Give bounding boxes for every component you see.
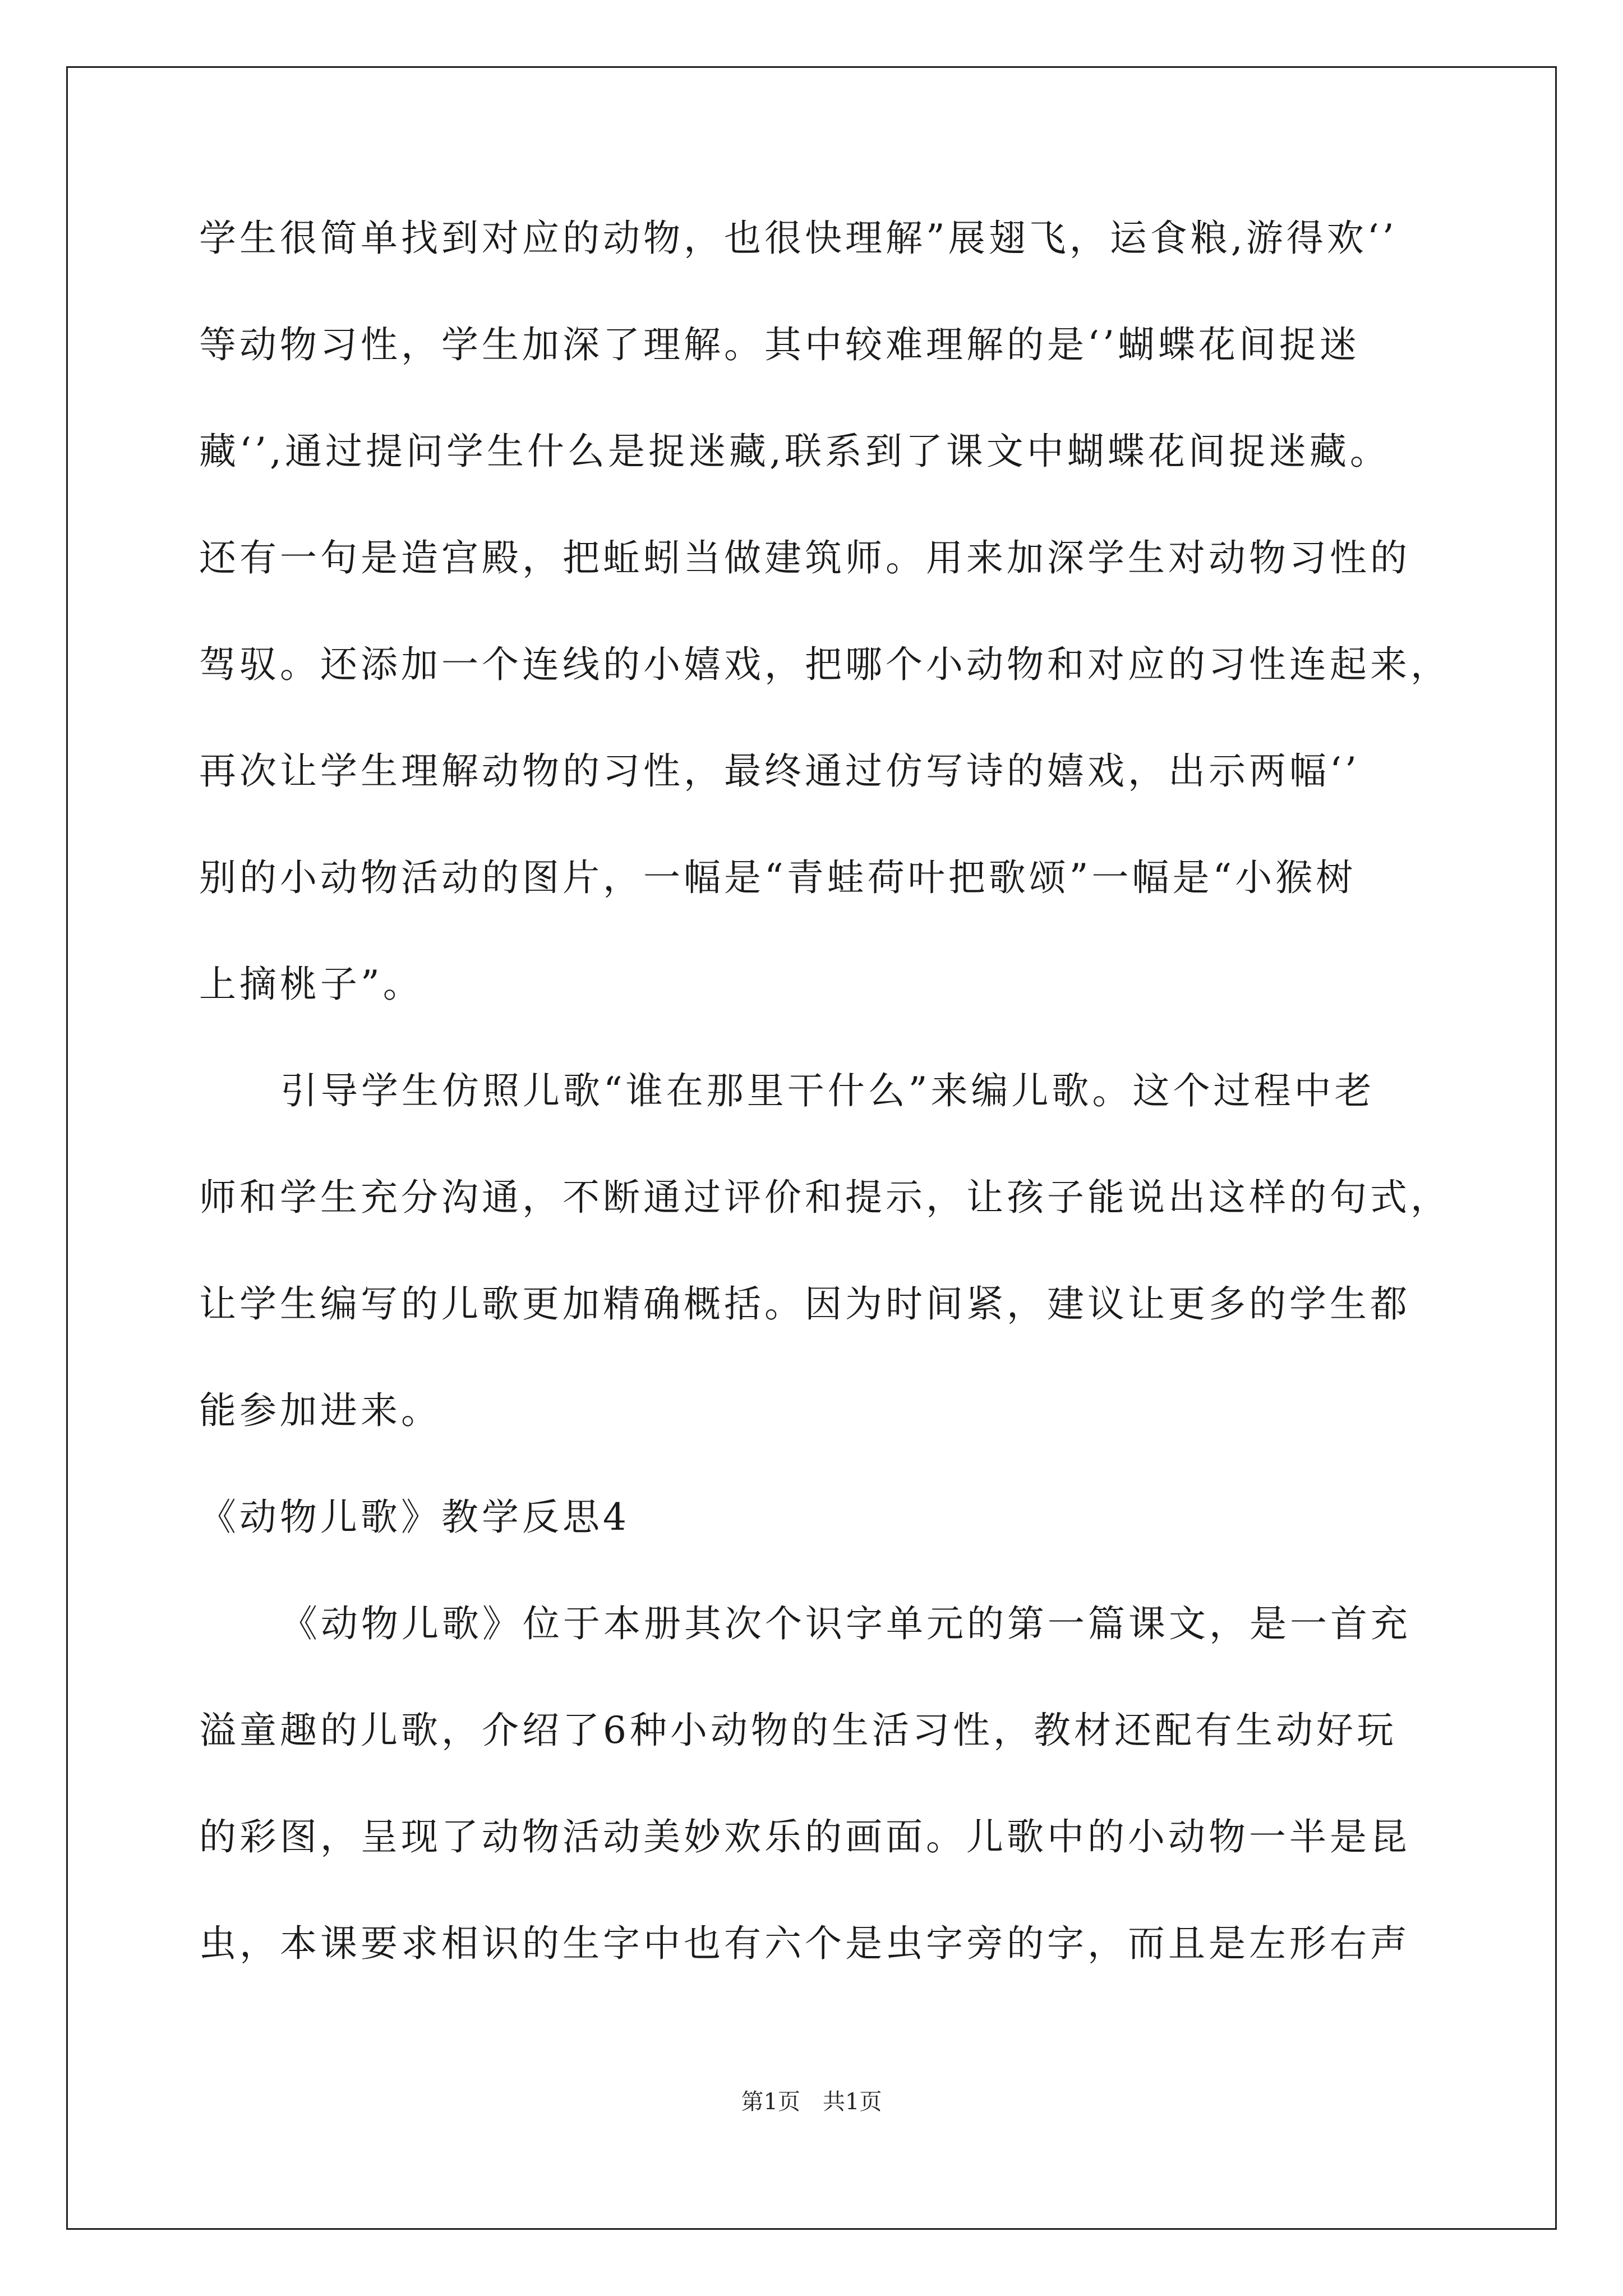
text-line: 别的小动物活动的图片，一幅是“青蛙荷叶把歌颂”一幅是“小猴树 [199,856,1357,899]
text-line: 再次让学生理解动物的习性，最终通过仿写诗的嬉戏，出示两幅‘’ [199,749,1360,793]
text-line: 让学生编写的儿歌更加精确概括。因为时间紧，建议让更多的学生都 [199,1282,1410,1326]
text-line: 等动物习性，学生加深了理解。其中较难理解的是‘’蝴蝶花间捉迷 [199,323,1360,366]
document-body [199,213,1451,2025]
text-line: 的彩图，呈现了动物活动美妙欢乐的画面。儿歌中的小动物一半是昆 [199,1815,1410,1858]
section-heading: 《动物儿歌》教学反思4 [199,1496,630,1539]
text-line: 上摘桃子”。 [199,963,423,1006]
text-line: 学生很简单找到对应的动物，也很快理解”展翅飞，运食粮,游得欢‘’ [199,217,1398,260]
text-line: 师和学生充分沟通，不断通过评价和提示，让孩子能说出这样的句式， [199,1176,1451,1219]
paragraph-start-line: 引导学生仿照儿歌“谁在那里干什么”来编儿歌。这个过程中老 [280,1069,1375,1112]
text-line: 溢童趣的儿歌，介绍了6种小动物的生活习性，教材还配有生动好玩 [199,1709,1397,1752]
paragraph-start-line: 《动物儿歌》位于本册其次个识字单元的第一篇课文，是一首充 [280,1602,1411,1645]
text-line: 驾驭。还添加一个连线的小嬉戏，把哪个小动物和对应的习性连起来， [199,643,1451,686]
text-line: 能参加进来。 [199,1389,441,1432]
text-line: 虫，本课要求相识的生字中也有六个是虫字旁的字，而且是左形右声 [199,1922,1410,1965]
page-number-footer: 第1页 共1页 [741,2089,882,2115]
text-line: 藏‘’,通过提问学生什么是捉迷藏,联系到了课文中蝴蝶花间捉迷藏。 [199,430,1390,473]
text-line: 还有一句是造宫殿，把蚯蚓当做建筑师。用来加深学生对动物习性的 [199,536,1410,579]
